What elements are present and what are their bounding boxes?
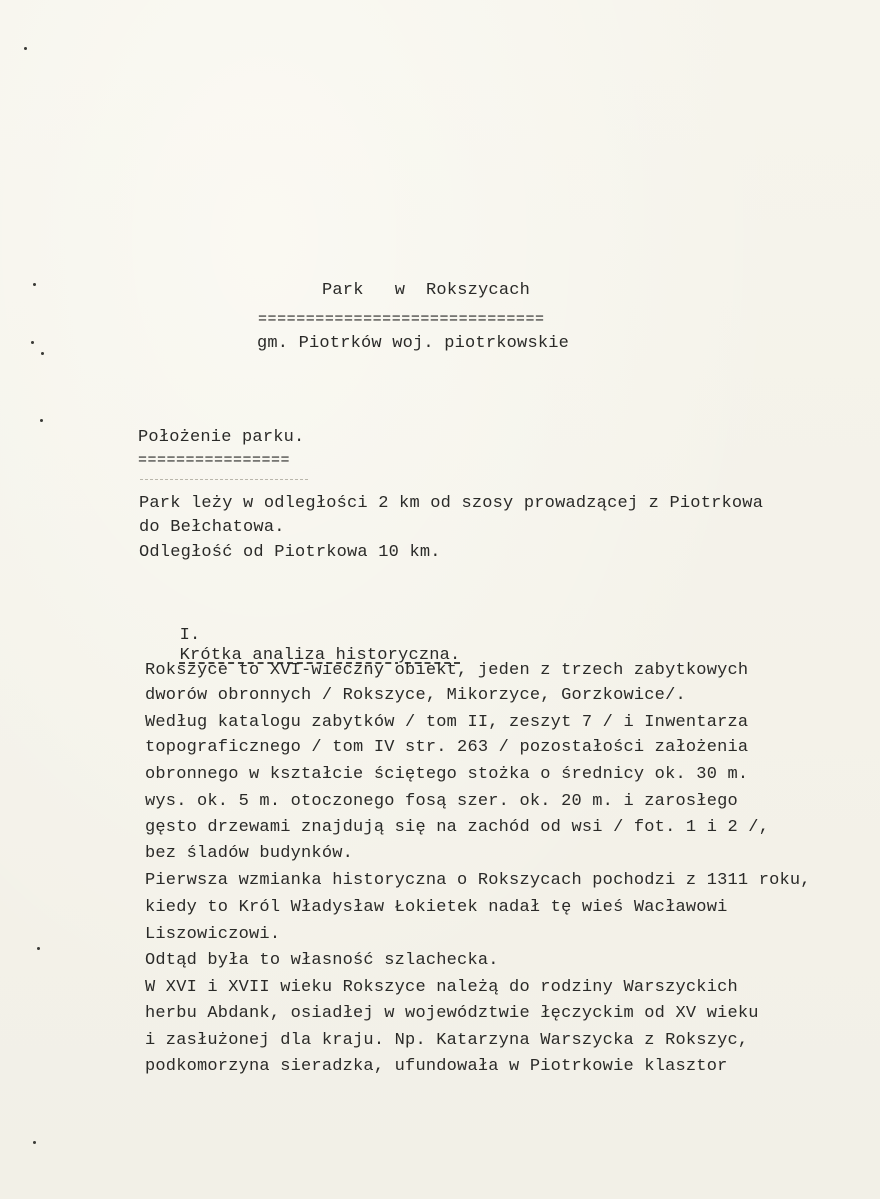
history-line: herbu Abdank, osiadłej w województwie łęczyckim od XV wieku [145,1004,759,1023]
location-line: Park leży w odległości 2 km od szosy prowadzącej z Piotrkowa [139,494,764,513]
title-rule: ============================== [258,311,545,328]
section-title: Krótka analiza historyczna. [179,646,461,665]
margin-mark [37,947,40,950]
history-line: Rokszyce to XVI-wieczny obiekt, jeden z trzech zabytkowych [145,661,749,680]
history-line: topograficznego / tom IV str. 263 / pozostałości założenia [145,738,749,757]
history-line: Według katalogu zabytków / tom II, zeszyt 7 / i Inwentarza [145,713,749,732]
history-line: i zasłużonej dla kraju. Np. Katarzyna Warszycka z Rokszyc, [145,1031,749,1050]
location-line: do Bełchatowa. [139,518,285,537]
history-line: wys. ok. 5 m. otoczonego fosą szer. ok. 20 m. i zarosłego [145,792,738,811]
location-line: Odległość od Piotrkowa 10 km. [139,543,441,562]
history-line: bez śladów budynków. [145,844,354,863]
document-title: Park w Rokszycach [322,281,531,300]
history-line: podkomorzyna sieradzka, ufundowała w Piotrkowie klasztor [145,1057,728,1076]
history-line: W XVI i XVII wieku Rokszyce należą do rodziny Warszyckich [145,978,738,997]
section-rule-location: ================ [138,452,291,469]
section-number: I. [179,626,201,645]
history-line: Liszowiczowi. [145,925,281,944]
margin-mark [41,352,44,355]
history-line: Pierwsza wzmianka historyczna o Rokszycach pochodzi z 1311 roku, [145,871,811,890]
history-line: dworów obronnych / Rokszyce, Mikorzyce, Gorzkowice/. [145,686,686,705]
margin-mark [31,341,34,344]
margin-mark [33,1141,36,1144]
history-line: obronnego w kształcie ściętego stożka o średnicy ok. 30 m. [145,765,749,784]
history-line: kiedy to Król Władysław Łokietek nadał tę wieś Wacławowi [145,898,728,917]
margin-mark [24,47,27,50]
margin-mark [40,419,43,422]
faint-dashed-rule [140,479,308,480]
section-heading-location: Położenie parku. [138,428,305,447]
history-line: Odtąd była to własność szlachecka. [145,951,499,970]
margin-mark [33,283,36,286]
history-line: gęsto drzewami znajdują się na zachód od wsi / fot. 1 i 2 /, [145,818,770,837]
document-subtitle: gm. Piotrków woj. piotrkowskie [257,334,570,353]
